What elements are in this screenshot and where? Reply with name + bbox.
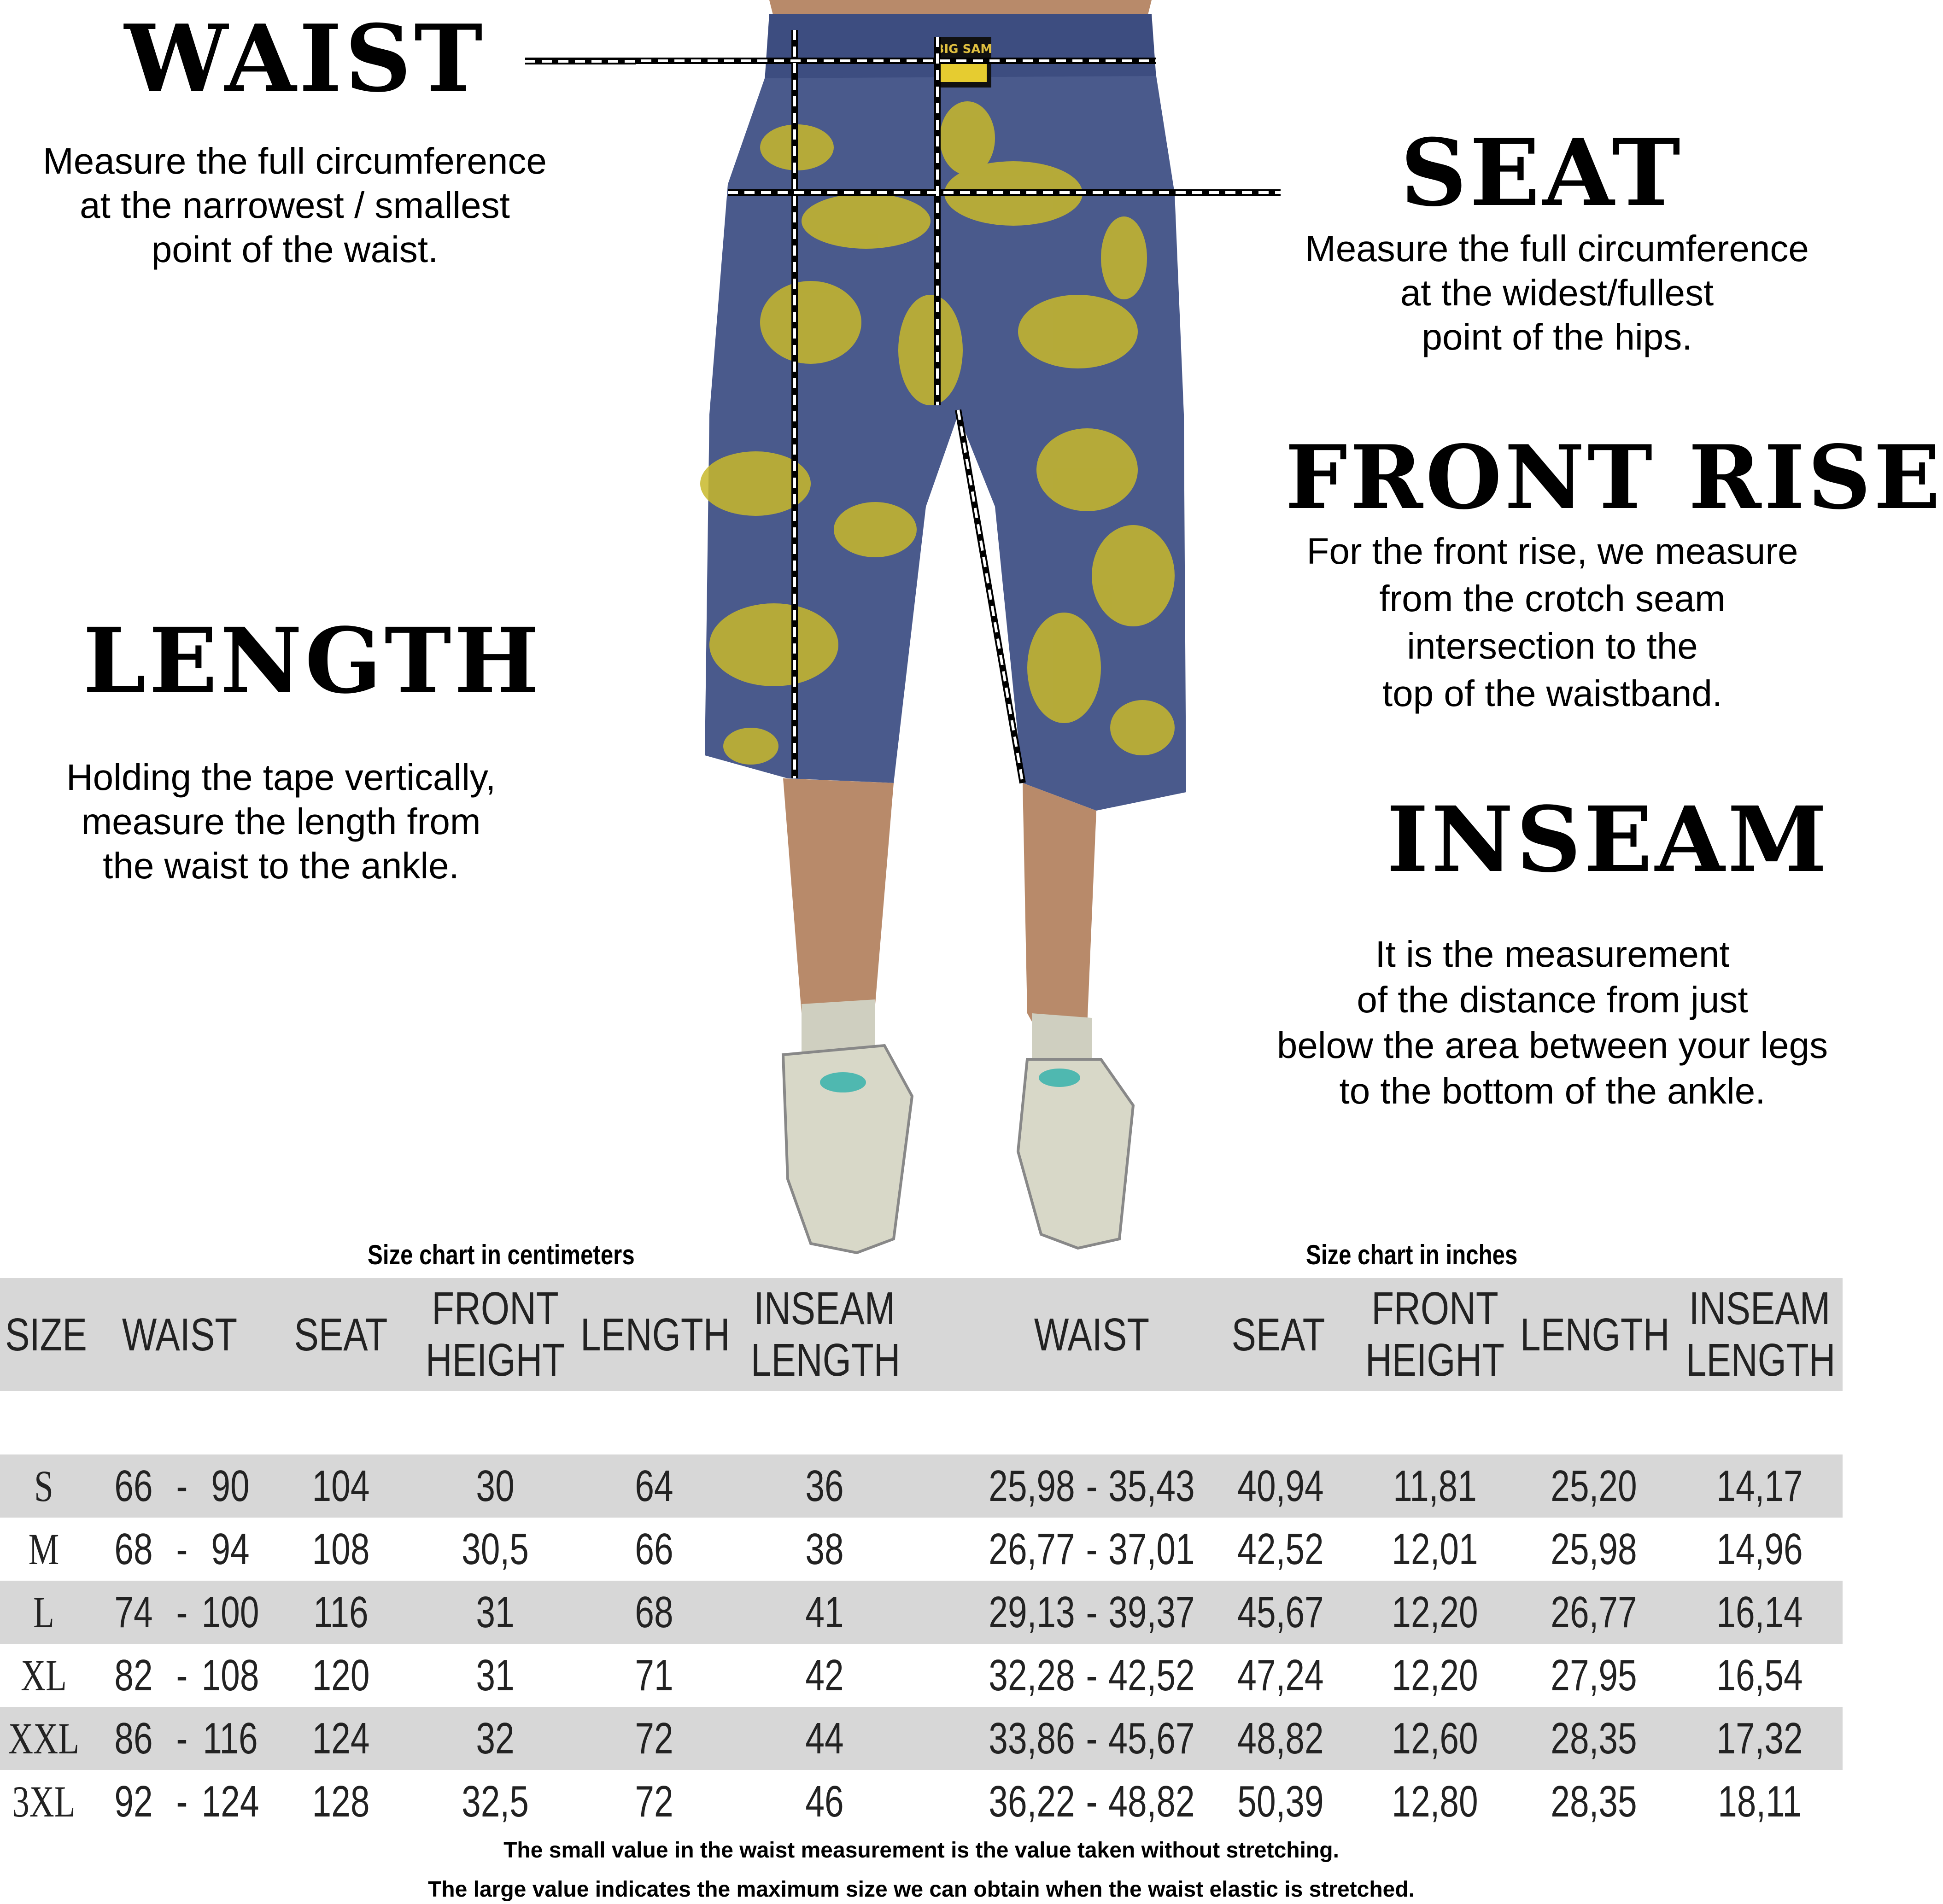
- in-waist-dash: -: [1086, 1777, 1098, 1826]
- cm-length-cell: 66: [635, 1524, 673, 1574]
- in-waist-dash: -: [1086, 1588, 1098, 1637]
- cm-waist-min-cell: 68: [114, 1524, 153, 1574]
- cm-waist-max-cell: 100: [201, 1588, 259, 1637]
- caption-inches: Size chart in inches: [1306, 1239, 1518, 1270]
- cm-seat-cell: 104: [312, 1461, 370, 1511]
- in-length-cell: 25,98: [1551, 1524, 1637, 1574]
- cm-header-1: SEAT: [294, 1309, 388, 1361]
- seat-description: [1271, 227, 1843, 359]
- in-waist-min-cell: 33,86: [989, 1714, 1075, 1763]
- cm-seat-cell: 128: [312, 1777, 370, 1826]
- in-header-line2: LENGTH: [1686, 1334, 1836, 1386]
- cm-header-line1: INSEAM: [754, 1283, 895, 1334]
- cm-waist-max-cell: 108: [201, 1651, 259, 1700]
- in-waist-dash: -: [1086, 1651, 1098, 1700]
- size-cell: XXL: [8, 1714, 79, 1763]
- in-header-0: WAIST: [1034, 1309, 1150, 1361]
- in-front-height-cell: 12,20: [1392, 1651, 1478, 1700]
- cm-waist-dash: -: [176, 1651, 188, 1700]
- in-seat-cell: 48,82: [1237, 1714, 1324, 1763]
- waist-note-large: The large value indicates the maximum size we can obtain when the waist elastic is stretched.: [427, 1877, 1415, 1902]
- in-waist-min-cell: 32,28: [989, 1651, 1075, 1700]
- cm-waist-dash: -: [176, 1524, 188, 1574]
- in-header-line1: INSEAM: [1689, 1283, 1831, 1334]
- size-cell: 3XL: [12, 1777, 76, 1826]
- front-rise-description: [1271, 527, 1833, 717]
- inseam-desc-line: below the area between your legs: [1276, 1025, 1828, 1066]
- inseam-desc-line: It is the measurement: [1375, 934, 1730, 975]
- seat-heading: SEAT: [1400, 119, 1683, 227]
- inseam-desc-line: of the distance from just: [1357, 979, 1748, 1020]
- cm-header-0: WAIST: [122, 1309, 238, 1361]
- cm-waist-dash: -: [176, 1714, 188, 1763]
- length-desc-line: measure the length from: [81, 801, 481, 842]
- cm-inseam-cell: 38: [805, 1524, 844, 1574]
- cm-seat-cell: 120: [312, 1651, 370, 1700]
- in-waist-min-cell: 29,13: [989, 1588, 1075, 1637]
- size-cell: M: [28, 1524, 59, 1574]
- cm-length-cell: 68: [635, 1588, 673, 1637]
- in-waist-dash: -: [1086, 1714, 1098, 1763]
- in-waist-min-cell: 36,22: [989, 1777, 1075, 1826]
- cm-header-4: [751, 1283, 901, 1386]
- in-length-cell: 28,35: [1551, 1714, 1637, 1763]
- cm-waist-min-cell: 66: [114, 1461, 153, 1511]
- in-length-cell: 27,95: [1551, 1651, 1637, 1700]
- in-front-height-cell: 12,60: [1392, 1714, 1478, 1763]
- in-header-line2: HEIGHT: [1365, 1334, 1505, 1386]
- in-waist-min-cell: 25,98: [989, 1461, 1075, 1511]
- cm-inseam-cell: 44: [805, 1714, 844, 1763]
- table-row: [0, 1707, 1843, 1770]
- cm-waist-max-cell: 124: [201, 1777, 259, 1826]
- in-inseam-cell: 17,32: [1716, 1714, 1803, 1763]
- cm-length-cell: 71: [635, 1651, 673, 1700]
- cm-waist-min-cell: 86: [114, 1714, 153, 1763]
- cm-header-line1: FRONT: [432, 1283, 559, 1334]
- in-inseam-cell: 18,11: [1718, 1777, 1802, 1826]
- waist-desc-line: at the narrowest / smallest: [80, 185, 510, 226]
- in-waist-max-cell: 39,37: [1108, 1588, 1195, 1637]
- in-header-4: [1686, 1283, 1836, 1386]
- in-seat-cell: 50,39: [1237, 1777, 1324, 1826]
- cm-inseam-cell: 36: [805, 1461, 844, 1511]
- cm-front-height-cell: 31: [476, 1588, 515, 1637]
- in-length-cell: 26,77: [1551, 1588, 1637, 1637]
- cm-length-cell: 72: [635, 1714, 673, 1763]
- waist-note-small: The small value in the waist measurement is the value taken without stretching.: [503, 1838, 1339, 1863]
- seat-desc-line: Measure the full circumference: [1305, 228, 1809, 269]
- in-waist-max-cell: 48,82: [1108, 1777, 1195, 1826]
- front-rise-desc-line: For the front rise, we measure: [1306, 531, 1798, 572]
- cm-seat-cell: 108: [312, 1524, 370, 1574]
- in-header-line1: FRONT: [1371, 1283, 1498, 1334]
- cm-waist-min-cell: 92: [114, 1777, 153, 1826]
- in-header-3: LENGTH: [1520, 1309, 1670, 1361]
- cm-seat-cell: 124: [312, 1714, 370, 1763]
- in-front-height-cell: 12,01: [1392, 1524, 1478, 1574]
- left-leg: [783, 778, 894, 1041]
- in-front-height-cell: 12,20: [1392, 1588, 1478, 1637]
- in-waist-min-cell: 26,77: [989, 1524, 1075, 1574]
- cm-header-line2: HEIGHT: [425, 1334, 565, 1386]
- cm-waist-max-cell: 94: [211, 1524, 250, 1574]
- waist-desc-line: Measure the full circumference: [43, 140, 547, 181]
- inseam-description: [1262, 931, 1843, 1114]
- table-row: [0, 1581, 1843, 1644]
- cm-front-height-cell: 30: [476, 1461, 515, 1511]
- cm-inseam-cell: 41: [805, 1588, 844, 1637]
- size-cell: S: [34, 1461, 53, 1511]
- in-inseam-cell: 16,54: [1716, 1651, 1803, 1700]
- front-rise-heading: FRONT RISE: [1285, 426, 1943, 529]
- length-desc-line: Holding the tape vertically,: [66, 757, 496, 798]
- length-desc-line: the waist to the ankle.: [103, 845, 459, 886]
- model-photo: [636, 0, 1281, 1262]
- seat-desc-line: point of the hips.: [1422, 316, 1692, 357]
- front-rise-desc-line: top of the waistband.: [1382, 673, 1723, 714]
- in-waist-max-cell: 42,52: [1108, 1651, 1195, 1700]
- cm-front-height-cell: 30,5: [462, 1524, 529, 1574]
- cm-waist-dash: -: [176, 1588, 188, 1637]
- in-waist-max-cell: 37,01: [1108, 1524, 1195, 1574]
- right-sneaker: [1018, 1059, 1133, 1248]
- seat-desc-line: at the widest/fullest: [1400, 272, 1714, 313]
- waist-desc-line: point of the waist.: [151, 229, 439, 270]
- header-size: SIZE: [5, 1309, 87, 1361]
- table-row: [0, 1454, 1843, 1518]
- in-waist-max-cell: 35,43: [1108, 1461, 1195, 1511]
- inseam-heading: INSEAM: [1387, 787, 1830, 892]
- in-seat-cell: 40,94: [1237, 1461, 1324, 1511]
- size-cell: XL: [21, 1651, 67, 1700]
- cm-front-height-cell: 31: [476, 1651, 515, 1700]
- cm-header-3: LENGTH: [580, 1309, 730, 1361]
- waist-heading: WAIST: [124, 5, 486, 113]
- table-row: [0, 1770, 1843, 1833]
- table-row: [0, 1518, 1843, 1581]
- cm-seat-cell: 116: [313, 1588, 369, 1637]
- in-inseam-cell: 14,17: [1716, 1461, 1803, 1511]
- length-description: [9, 755, 553, 888]
- waist-description: [9, 139, 580, 272]
- cm-waist-min-cell: 74: [114, 1588, 153, 1637]
- front-rise-desc-line: from the crotch seam: [1379, 578, 1726, 619]
- in-seat-cell: 45,67: [1237, 1588, 1324, 1637]
- cm-length-cell: 64: [635, 1461, 673, 1511]
- cm-waist-dash: -: [176, 1777, 188, 1826]
- caption-centimeters: Size chart in centimeters: [368, 1239, 635, 1270]
- in-length-cell: 25,20: [1551, 1461, 1637, 1511]
- in-waist-dash: -: [1086, 1461, 1098, 1511]
- inseam-desc-line: to the bottom of the ankle.: [1339, 1070, 1766, 1111]
- brand-label-text: BIG SAM: [935, 42, 993, 56]
- in-seat-cell: 47,24: [1237, 1651, 1324, 1700]
- length-heading: LENGTH: [83, 608, 542, 713]
- cm-header-2: [421, 1283, 569, 1386]
- table-row: [0, 1644, 1843, 1707]
- size-cell: L: [33, 1588, 54, 1637]
- cm-waist-max-cell: 90: [211, 1461, 250, 1511]
- in-inseam-cell: 14,96: [1716, 1524, 1803, 1574]
- cm-waist-dash: -: [176, 1461, 188, 1511]
- front-rise-desc-line: intersection to the: [1407, 625, 1698, 666]
- cm-length-cell: 72: [635, 1777, 673, 1826]
- cm-waist-max-cell: 116: [203, 1714, 258, 1763]
- cm-front-height-cell: 32,5: [462, 1777, 529, 1826]
- cm-header-line2: LENGTH: [751, 1334, 901, 1386]
- in-waist-dash: -: [1086, 1524, 1098, 1574]
- cm-inseam-cell: 42: [805, 1651, 844, 1700]
- in-inseam-cell: 16,14: [1716, 1588, 1803, 1637]
- cm-waist-min-cell: 82: [114, 1651, 153, 1700]
- cm-inseam-cell: 46: [805, 1777, 844, 1826]
- cm-front-height-cell: 32: [476, 1714, 515, 1763]
- in-front-height-cell: 11,81: [1393, 1461, 1477, 1511]
- in-header-2: [1361, 1283, 1509, 1386]
- in-header-1: SEAT: [1231, 1309, 1325, 1361]
- in-seat-cell: 42,52: [1237, 1524, 1324, 1574]
- in-waist-max-cell: 45,67: [1108, 1714, 1195, 1763]
- in-front-height-cell: 12,80: [1392, 1777, 1478, 1826]
- in-length-cell: 28,35: [1551, 1777, 1637, 1826]
